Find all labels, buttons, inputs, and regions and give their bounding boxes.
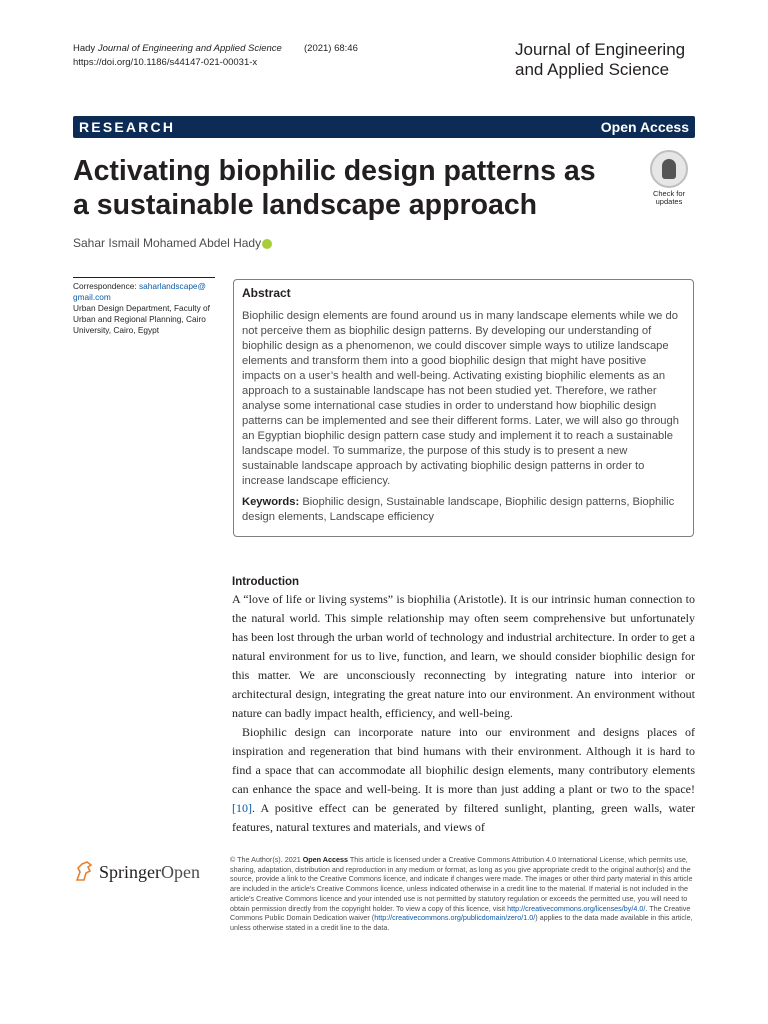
publisher-name-b: Open	[161, 862, 200, 882]
bookmark-icon	[650, 150, 688, 188]
intro-paragraph-2-a: Biophilic design can incorporate nature into our environment and designs places of inspiration and regeneration that bind humans with their environment. Although it is hard to find a space that can accommodate all biophilic design elements, many contributory elements can enhance the space and well-being. It is more than just adding a plant or two to the space!	[232, 725, 695, 796]
license-text-1: This article is licensed under a Creative Commons Attribution 4.0 International License, which permits use, sharing, adaptation, distribution and reproduction in any medium or format, as long as you give appropriate credit to the original author(s) and the source, provide a link to the Creative Commons licence, and indicate if changes were made. The images or other third party material in this article are included in the article's Creative Commons licence, unless indicated otherwise in a credit line to the material. If material is not included in the article's Creative Commons licence and your intended use is not permitted by statutory regulation or exceeds the permitted use, you will need to obtain permission directly from the copyright holder. To view a copy of this licence, visit	[230, 855, 693, 913]
abstract-heading: Abstract	[242, 286, 291, 300]
header-author: Hady	[73, 43, 96, 54]
introduction-heading: Introduction	[232, 576, 300, 588]
introduction-section	[232, 574, 695, 837]
intro-paragraph-1: A “love of life or living systems” is biophilia (Aristotle). It is our intrinsic human connection to the natural world. This simple relationship may often seem comprehensive but unfortunately has been lost through the urban world of technology and industrial architecture. In order to get a natural environment for us to live, function, and learn, we should consider biophilic design for this matter. We are unconsciously reconnecting by integrating nature into interior or architectural design, integrating the great nature into our environment. An environment without nature can badly impact health, efficiency, and well-being.	[232, 592, 695, 720]
correspondence-label: Correspondence:	[73, 281, 137, 291]
license-open-access: Open Access	[302, 855, 348, 864]
springer-horse-icon	[73, 860, 95, 882]
keywords-label: Keywords:	[242, 496, 300, 508]
springer-open-logo	[73, 857, 223, 887]
sidebar-divider	[73, 277, 215, 278]
check-for-updates-line2: updates	[655, 197, 683, 206]
citation: (2021) 68:46	[304, 43, 358, 54]
email-link-part1[interactable]: saharlandscape@	[138, 281, 206, 291]
journal-name-line1: Journal of Engineering	[515, 40, 686, 59]
orcid-icon[interactable]	[262, 239, 272, 249]
running-header	[73, 42, 282, 70]
journal-name	[515, 40, 695, 80]
reference-link[interactable]: [10]	[232, 801, 252, 815]
publisher-name	[99, 860, 200, 884]
license-link-zero[interactable]: http://creativecommons.org/publicdomain/zero/1.0/	[374, 913, 536, 923]
doi-link[interactable]: https://doi.org/10.1186/s44147-021-00031-x	[73, 57, 258, 68]
license-prefix: © The Author(s). 2021	[230, 855, 303, 864]
correspondence-line1	[73, 281, 223, 292]
affiliation: Urban Design Department, Faculty of Urban and Regional Planning, Cairo University, Cairo, Egypt	[73, 303, 210, 335]
intro-paragraph-2-b: . A positive effect can be generated by filtered sunlight, planting, green walls, water features, natural textures and materials, and views of	[232, 801, 695, 834]
license-link-by[interactable]: http://creativecommons.org/licenses/by/4.0/	[507, 903, 646, 913]
abstract-text: Biophilic design elements are found around us in many landscape elements while we do not perceive them as biophilic design patterns. By developing our understanding of biophilic design as a phenomenon, we could discover simple ways to utilize landscape elements and transform them into a good biophilic design that might have positive impacts on a user’s health and well-being. Activating existing biophilic elements as an approach to a sustainable landscape has not been studied yet. Therefore, we rather analyse some international case studies in order to understand how biophilic design patterns can be implemented and see their different forms. Later, we will also go through an Egyptian biophilic design pattern case study and implement it to reach a sustainable landscape model. To summarize, the purpose of this study is to present a new sustainable landscape approach by activating biophilic design patterns in order to increase landscape efficiency.	[242, 310, 679, 487]
section-banner	[73, 116, 695, 138]
abstract-box	[233, 279, 694, 537]
email-link-part2[interactable]: gmail.com	[73, 292, 111, 302]
check-for-updates-line1: Check for	[652, 189, 686, 198]
correspondence-block	[73, 281, 223, 336]
author-line	[73, 235, 272, 251]
license-text-3: ) applies to the data made available in this article, unless otherwise stated in a credit line to the data.	[230, 913, 693, 932]
publisher-name-a: Springer	[99, 862, 161, 882]
license-notice	[230, 855, 695, 933]
header-journal-line	[73, 42, 282, 56]
article-title: Activating biophilic design patterns as a sustainable landscape approach	[73, 155, 596, 221]
keywords-list: Biophilic design, Sustainable landscape, Biophilic design patterns, Biophilic design elements, Landscape efficiency	[242, 496, 675, 523]
intro-paragraph-2	[232, 723, 695, 837]
header-journal: Journal of Engineering and Applied Science	[97, 43, 282, 54]
keywords	[242, 495, 685, 525]
section-label: RESEARCH	[79, 119, 176, 135]
author-name: Sahar Ismail Mohamed Abdel Hady	[73, 236, 262, 250]
open-access-label: Open Access	[600, 119, 689, 135]
license-text-2: . The Creative Commons Public Domain Dedication waiver (	[230, 903, 691, 923]
journal-name-line2: and Applied Science	[515, 60, 670, 79]
check-for-updates-badge[interactable]	[647, 150, 691, 206]
